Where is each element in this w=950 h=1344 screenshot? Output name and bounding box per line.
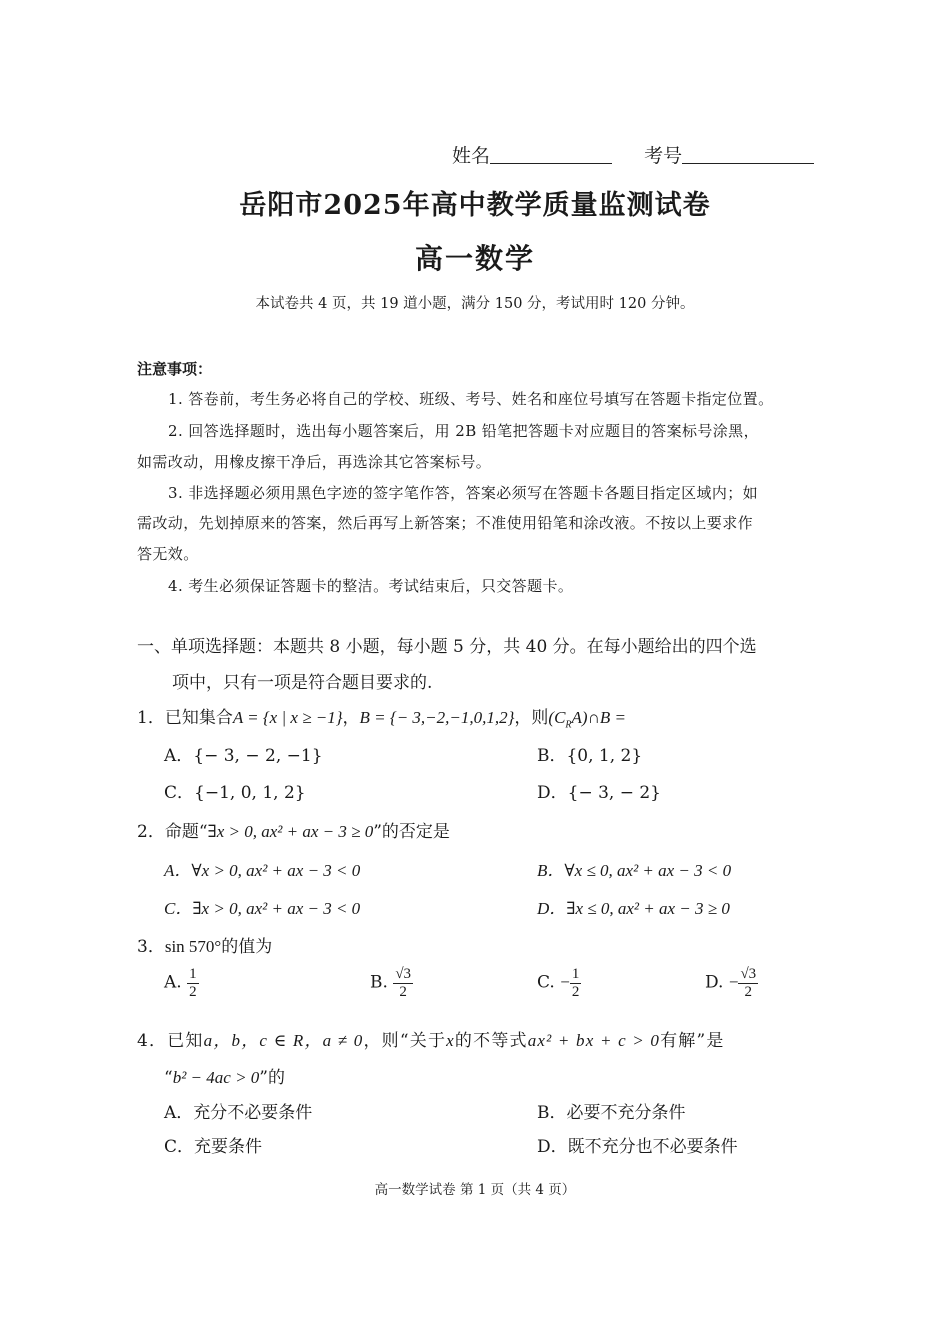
question-1-stem [137, 703, 626, 730]
q3-suffix: 的值为 [221, 937, 273, 957]
notes-heading: 注意事项： [137, 360, 213, 378]
note-4: 4. 考生必须保证答题卡的整洁。考试结束后，只交答题卡。 [168, 577, 574, 595]
q3-d-sign: − [728, 972, 739, 992]
q4-x: x [446, 1031, 455, 1050]
name-label: 姓名 [452, 145, 491, 167]
q3-d-label: D. [705, 972, 724, 993]
q1-expr: (C [548, 708, 566, 727]
q2-option-a[interactable]: A．∀x > 0, ax² + ax − 3 < 0 [164, 861, 361, 880]
exam-subtitle: 高一数学 [414, 242, 535, 275]
q1-option-b[interactable]: B．{0, 1, 2} [537, 746, 643, 766]
q1-prefix: 1．已知集合 [137, 708, 233, 728]
exam-title: 岳阳市2025年高中教学质量监测试卷 [239, 190, 711, 221]
note-1: 1. 答卷前，考生务必将自己的学校、班级、考号、姓名和座位号填写在答题卡指定位置。 [168, 390, 774, 408]
q3-expr: sin 570° [164, 937, 222, 956]
q1-expr-2: A)∩B = [571, 708, 626, 727]
note-3-line-2: 需改动，先划掉原来的答案，然后再写上新答案；不准使用铅笔和涂改液。不按以上要求作 [137, 514, 754, 532]
q4-option-a[interactable]: A．充分不必要条件 [164, 1103, 313, 1123]
q4-option-d[interactable]: D．既不充分也不必要条件 [537, 1137, 738, 1157]
question-4-stem-line-2 [164, 1063, 285, 1088]
q2-option-c[interactable]: C．∃x > 0, ax² + ax − 3 < 0 [164, 899, 361, 918]
page-footer: 高一数学试卷 第 1 页（共 4 页） [374, 1182, 576, 1198]
name-examno-row [452, 141, 814, 168]
q3-c-fraction [570, 966, 582, 1000]
q4-vars: a，b，c ∈ R，a ≠ 0 [203, 1031, 364, 1050]
q3-option-c[interactable] [537, 966, 581, 1000]
q2-suffix: ”的否定是 [373, 822, 450, 842]
q3-b-den: 2 [399, 983, 407, 1000]
q4-l2-expr: b² − 4ac > 0 [172, 1068, 260, 1087]
exam-no-blank[interactable] [682, 145, 814, 164]
section-1-line-1: 一、单项选择题：本题共 8 小题，每小题 5 分，共 40 分。在每小题给出的四个选 [137, 637, 757, 657]
q2-prefix: 2．命题“ [137, 822, 208, 842]
q3-option-d[interactable] [705, 966, 758, 1000]
q1-then: ，则 [514, 708, 549, 728]
q3-a-label: A. [164, 972, 182, 993]
q2-option-b[interactable]: B．∀x ≤ 0, ax² + ax − 3 < 0 [537, 861, 732, 880]
q3-b-label: B. [370, 972, 388, 993]
q2-expr: ∃x > 0, ax² + ax − 3 ≥ 0 [207, 822, 374, 841]
q4-prefix: 4．已知 [137, 1031, 204, 1051]
q4-option-b[interactable]: B．必要不充分条件 [537, 1103, 686, 1123]
section-1-line-2: 项中，只有一项是符合题目要求的. [172, 673, 433, 693]
q2-option-d[interactable]: D．∃x ≤ 0, ax² + ax − 3 ≥ 0 [537, 899, 730, 918]
q1-set-a: A = {x | x ≥ −1} [232, 708, 343, 727]
q1-sep: ， [342, 708, 360, 728]
question-3-stem [137, 932, 272, 957]
q3-d-den: 2 [744, 983, 753, 1000]
q3-a-den: 2 [189, 983, 197, 1000]
q3-c-den: 2 [571, 983, 580, 1000]
q3-option-b[interactable] [370, 966, 413, 1000]
q3-option-a[interactable] [164, 966, 199, 1000]
q1-option-a[interactable]: A．{− 3, − 2, −1} [164, 746, 323, 766]
q1-option-d[interactable]: D．{− 3, − 2} [537, 783, 661, 803]
q3-c-label: C. [537, 972, 555, 993]
q1-expr-sub: R [565, 719, 572, 731]
q3-b-num: √3 [395, 966, 412, 982]
q4-suffix: 有解”是 [660, 1031, 725, 1051]
q3-b-fraction [393, 966, 413, 1000]
q3-d-fraction [738, 966, 758, 1000]
exam-meta: 本试卷共 4 页，共 19 道小题，满分 150 分，考试用时 120 分钟。 [255, 296, 695, 312]
q3-c-num: 1 [571, 966, 580, 982]
q3-a-fraction [187, 966, 199, 1000]
note-3-line-3: 答无效。 [137, 545, 199, 563]
q4-l2-prefix: “ [164, 1068, 173, 1088]
q3-d-num: √3 [740, 966, 757, 982]
question-2-stem [137, 817, 450, 842]
q4-l2-suffix: ”的 [259, 1068, 285, 1088]
q4-option-c[interactable]: C．充要条件 [164, 1137, 263, 1157]
q4-mid: ，则“关于 [363, 1031, 447, 1051]
exam-no-label: 考号 [644, 145, 683, 167]
q3-prefix: 3． [137, 937, 165, 957]
question-4-stem-line-1 [137, 1026, 725, 1051]
name-blank[interactable] [490, 145, 612, 164]
note-2-line-1: 2. 回答选择题时，选出每小题答案后，用 2B 铅笔把答题卡对应题目的答案标号涂黑， [168, 422, 759, 440]
q1-option-c[interactable]: C．{−1, 0, 1, 2} [164, 783, 306, 803]
note-2-line-2: 如需改动，用橡皮擦干净后，再选涂其它答案标号。 [137, 453, 492, 471]
q1-set-b: B = {− 3,−2,−1,0,1,2} [359, 708, 515, 727]
q4-expr: ax² + bx + c > 0 [527, 1031, 661, 1050]
q3-a-num: 1 [189, 966, 197, 982]
q3-c-sign: − [560, 972, 570, 992]
q4-mid2: 的不等式 [454, 1031, 528, 1051]
note-3-line-1: 3. 非选择题必须用黑色字迹的签字笔作答，答案必须写在答题卡各题目指定区域内；如 [168, 484, 759, 502]
